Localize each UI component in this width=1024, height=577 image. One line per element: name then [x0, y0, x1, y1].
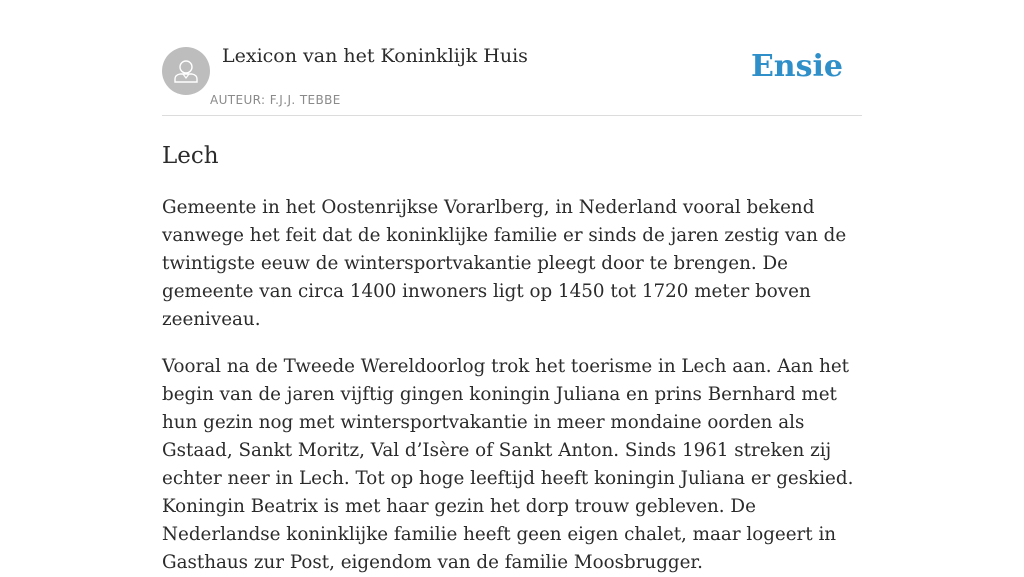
book-title[interactable]: Lexicon van het Koninklijk Huis [222, 45, 528, 67]
content-container [162, 0, 862, 577]
ensie-logo[interactable]: Ensie [750, 49, 843, 84]
avatar-svg [162, 47, 210, 95]
article-paragraph: Vooral na de Tweede Wereldoorlog trok het toerisme in Lech aan. Aan het begin van de jaren vijftig gingen koningin Juliana en prins Bernhard met hun gezin nog met wintersportvakantie in meer mondaine oorden als Gstaad, Sankt Moritz, Val d’Isère of Sankt Anton. Sinds 1961 streken zij echter neer in Lech. Tot op hoge leeftijd heeft koningin Juliana er geskied. Koningin Beatrix is met haar gezin het dorp trouw gebleven. De Nederlandse koninklijke familie heeft geen eigen chalet, maar logeert in Gasthaus zur Post, eigendom van de familie Moosbrugger. [162, 356, 854, 573]
header [162, 0, 862, 116]
author-label[interactable]: AUTEUR: F.J.J. TEBBE [210, 93, 341, 107]
article-paragraph: Gemeente in het Oostenrijkse Vorarlberg, in Nederland vooral bekend vanwege het feit dat de koninklijke familie er sinds de jaren zestig van de twintigste eeuw de wintersportvakantie pleegt door te brengen. De gemeente van circa 1400 inwoners ligt op 1450 tot 1720 meter boven zeeniveau. [162, 197, 847, 330]
article-title: Lech [162, 143, 219, 169]
user-silhouette-icon [162, 47, 210, 95]
